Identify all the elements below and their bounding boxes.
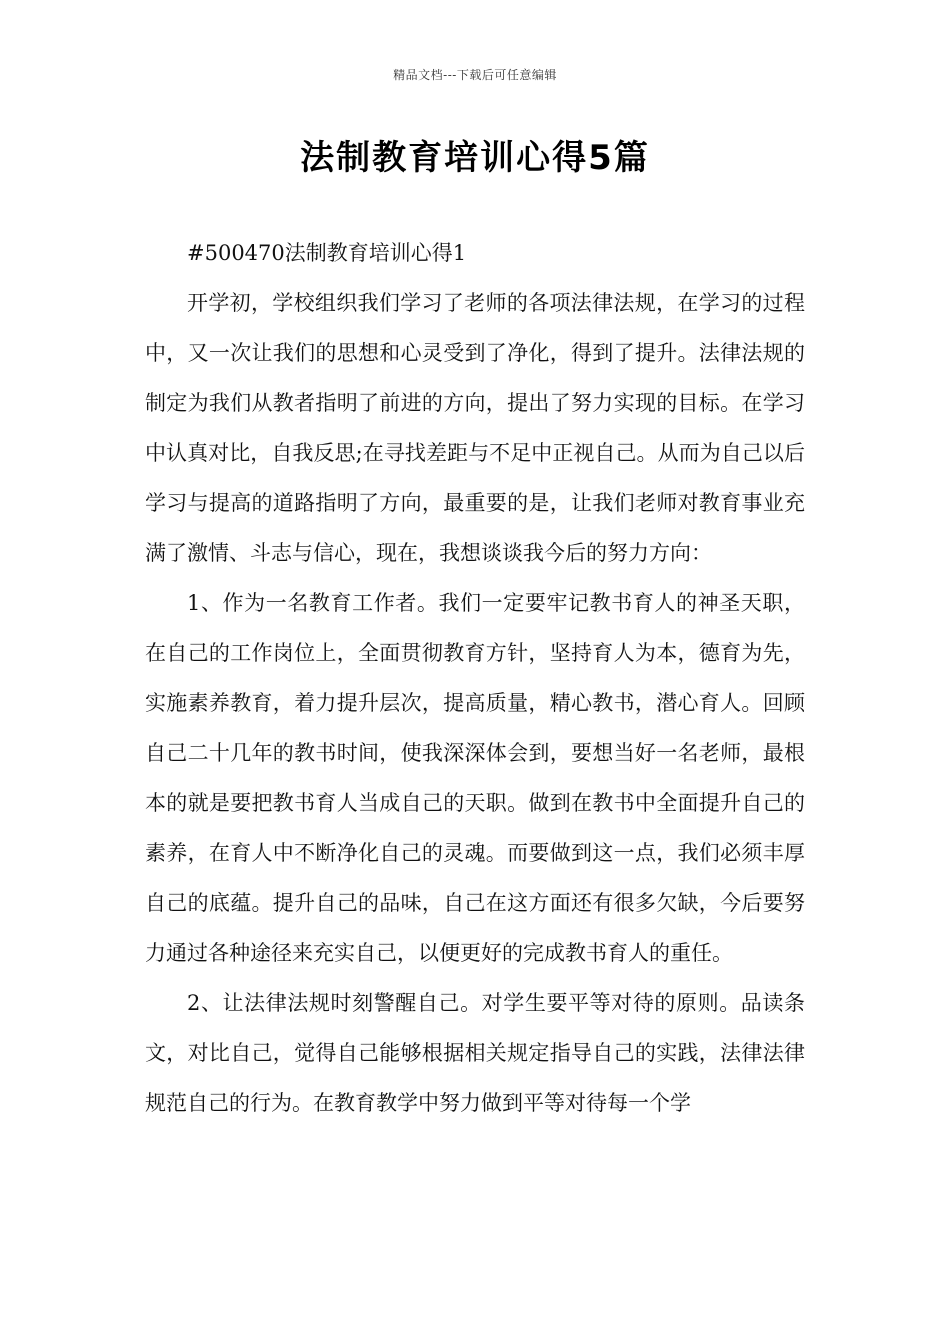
section-heading: #500470法制教育培训心得1: [187, 241, 467, 265]
paragraph-point-1: 1、作为一名教育工作者。我们一定要牢记教书育人的神圣天职，在自己的工作岗位上，全面贯彻教育方针，坚持育人为本，德育为先，实施素养教育，着力提升层次，提高质量，精心教书，潜心育人。回顾自己二十几年的教书时间，使我深深体会到，要想当好一名老师，最根本的就是要把教书育人当成自己的天职。做到在教书中全面提升自己的素养，在育人中不断净化自己的灵魂。而要做到这一点，我们必须丰厚自己的底蕴。提升自己的品味，自己在这方面还有很多欠缺，今后要努力通过各种途径来充实自己，以便更好的完成教书育人的重任。: [145, 591, 805, 965]
header-note: 精品文档---下载后可任意编辑: [393, 68, 557, 82]
paragraph-intro: 开学初，学校组织我们学习了老师的各项法律法规，在学习的过程中，又一次让我们的思想和心灵受到了净化，得到了提升。法律法规的制定为我们从教者指明了前进的方向，提出了努力实现的目标。在学习中认真对比，自我反思;在寻找差距与不足中正视自己。从而为自己以后学习与提高的道路指明了方向，最重要的是，让我们老师对教育事业充满了激情、斗志与信心，现在，我想谈谈我今后的努力方向：: [145, 291, 805, 565]
paragraph-point-2: 2、让法律法规时刻警醒自己。对学生要平等对待的原则。品读条文，对比自己，觉得自己能够根据相关规定指导自己的实践，法律法律规范自己的行为。在教育教学中努力做到平等对待每一个学: [145, 991, 805, 1115]
document-body: [145, 228, 805, 1128]
document-title: 法制教育培训心得5篇: [300, 138, 650, 178]
